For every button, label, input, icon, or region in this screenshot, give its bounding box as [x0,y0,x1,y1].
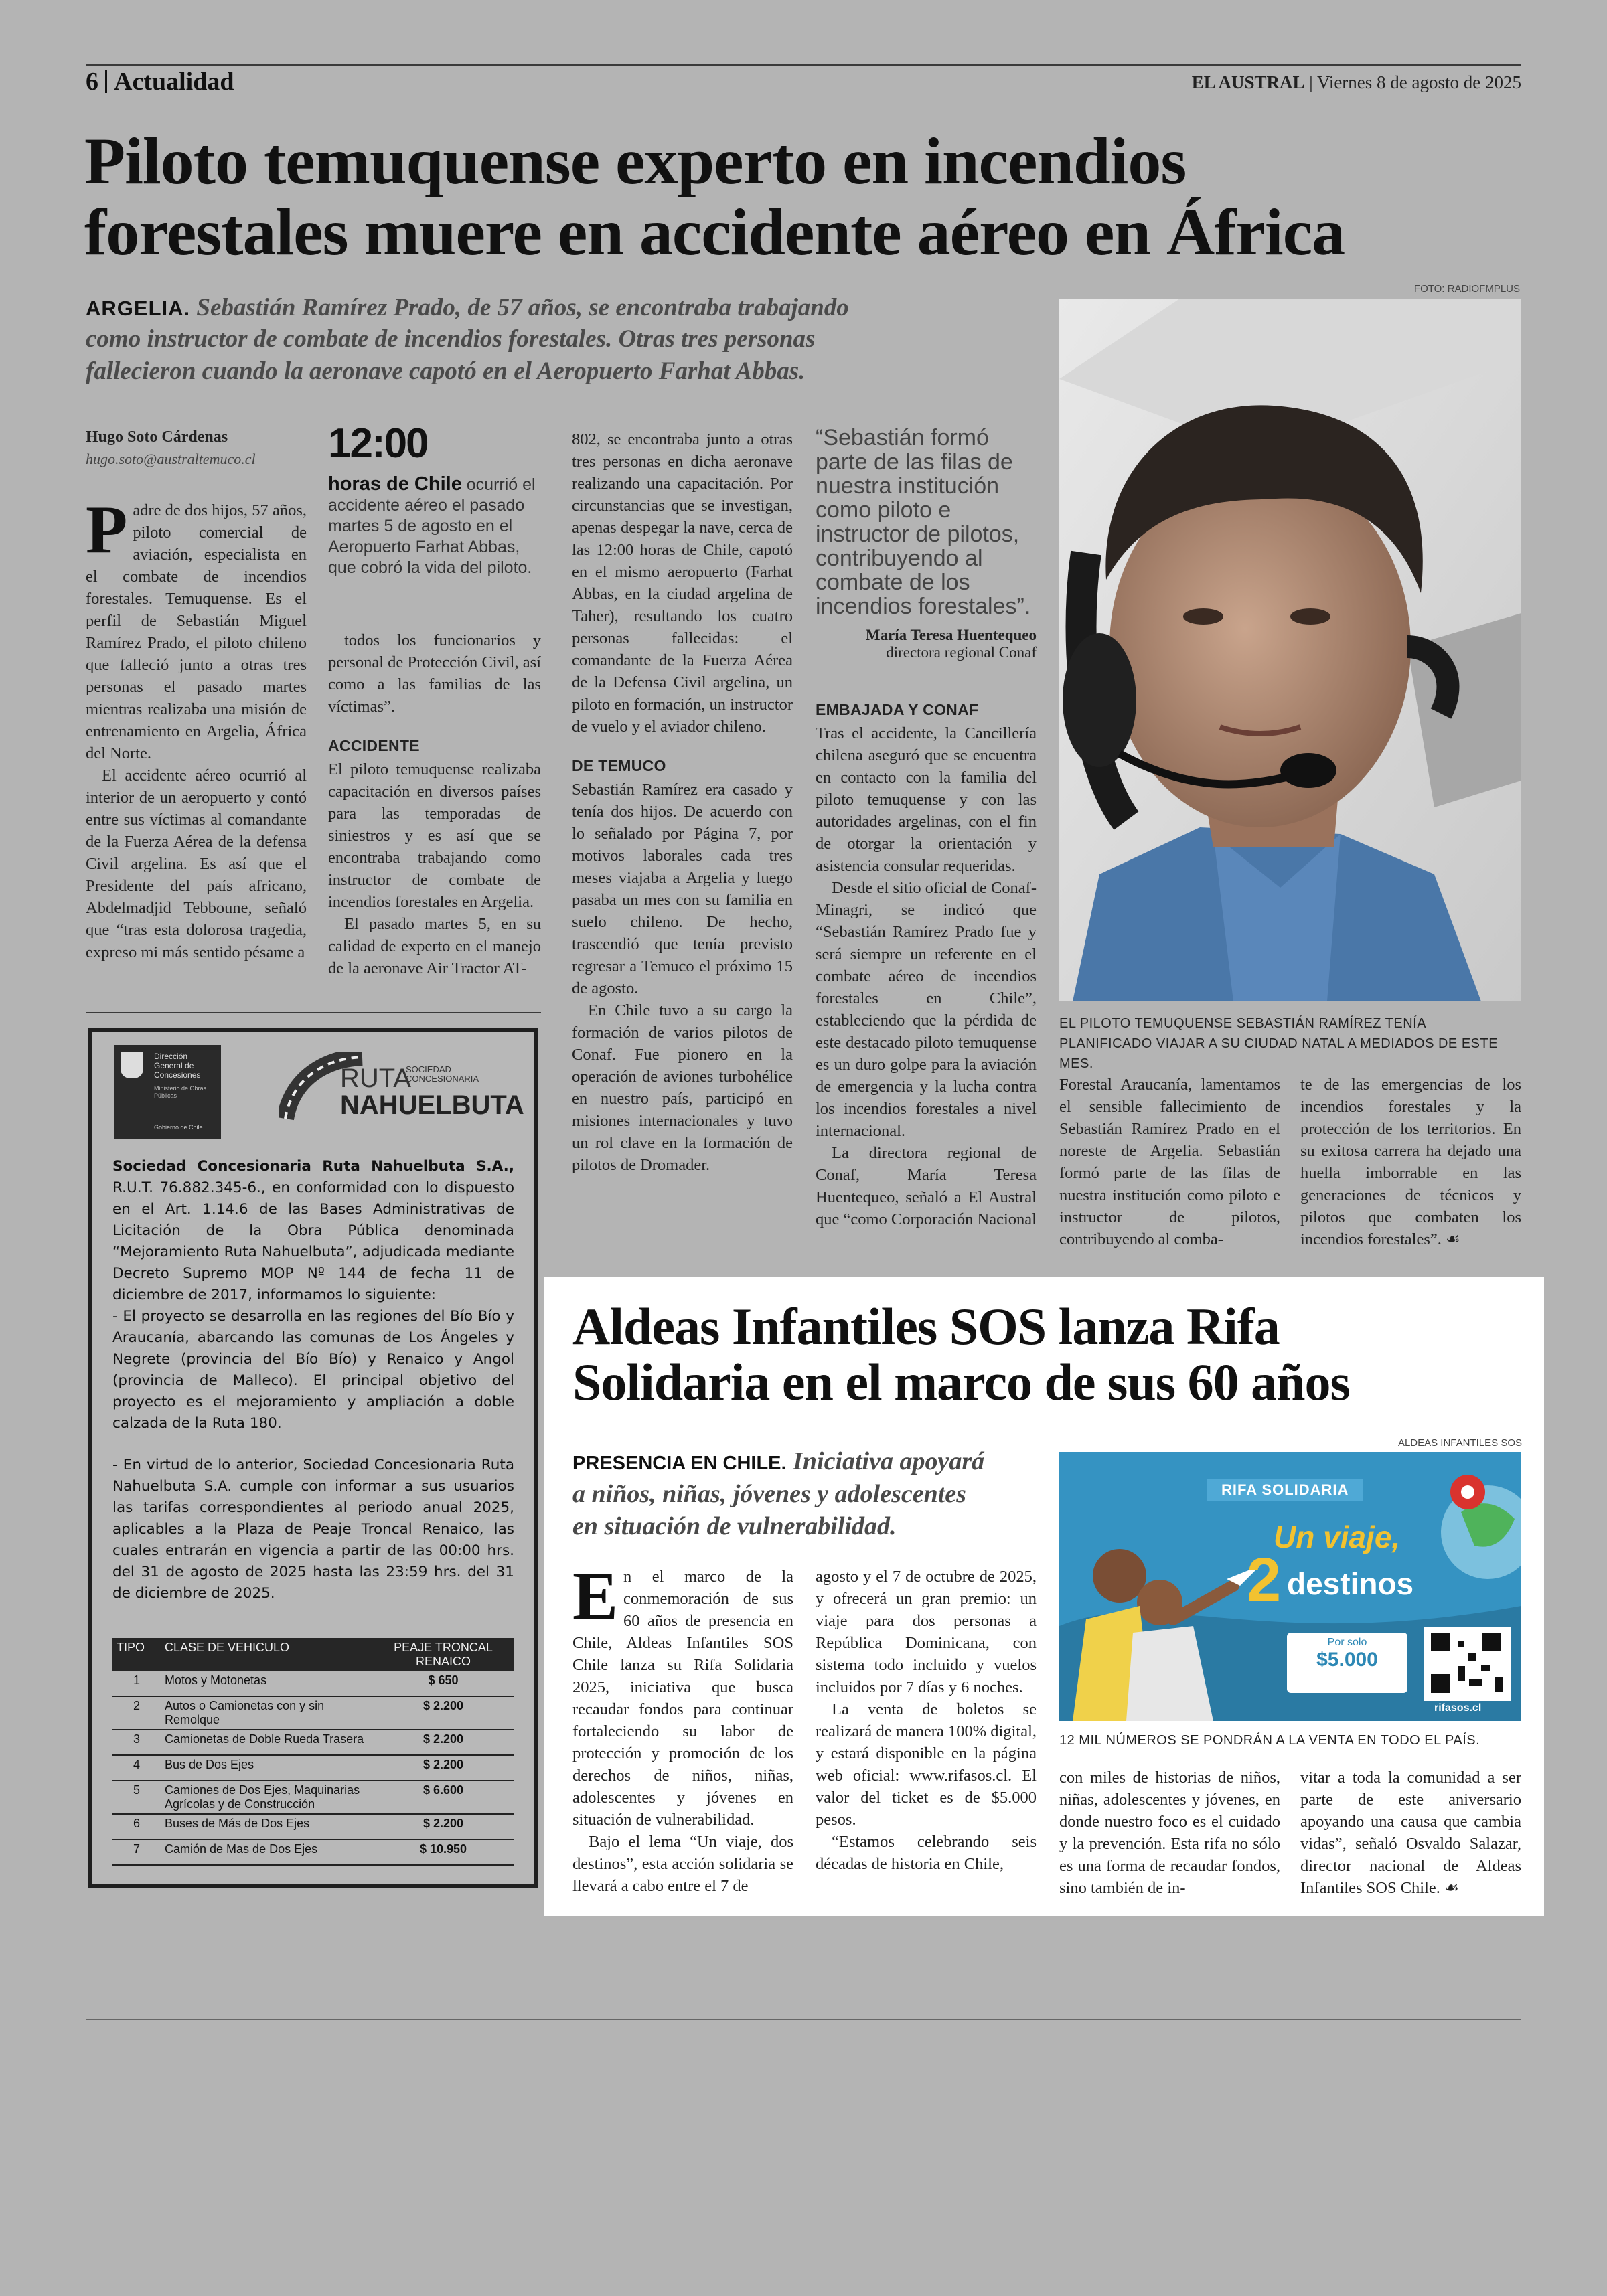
article2-dropcap: E [572,1558,619,1634]
article1-col5-p1: Forestal Araucanía, lamentamos el sensible fallecimiento de Sebastián Ramírez Prado en el noreste de Argelia. Sebastián formó parte de las filas de nuestra institución como piloto e instructor de pilotos, contribuyendo al comba- [1059,1076,1280,1248]
article2-col2-p2: La venta de boletos se realizará de manera 100% digital, y estará disponible en la página web oficial: www.rifasos.cl. El valor del ticket es de $5.000 pesos. [816,1700,1037,1829]
article1-lead [86,292,1037,387]
toll-price: $ 650 [372,1671,514,1696]
bottom-rule [86,2019,1521,2020]
subhead-accidente: ACCIDENTE [328,737,420,754]
toll-tipo: 7 [112,1839,161,1865]
page-section-header [86,67,234,96]
brand-ruta: RUTA [340,1064,411,1093]
toll-header-tipo: TIPO [112,1638,161,1671]
article1-col1-p1: adre de dos hijos, 57 años, piloto comercial de aviación, especialista en el combate de incendios forestales. Temuquense. Es el perfil de Sebastián Miguel Ramírez Prado, el piloto chileno que falleció junto a otras tres personas el pasado martes mientras realizaba una misión de entrenamiento en Argelia, África del Norte. [86,501,307,762]
brand-sociedad: SOCIEDAD CONCESIONARIA [406,1064,479,1084]
gov-footer: Gobierno de Chile [154,1124,203,1131]
pull-quote [816,426,1037,661]
pilot-photo [1059,299,1521,1001]
gov-shield-icon [121,1052,143,1078]
article2-lead-line2: a niños, niñas, jóvenes y adolescentes [572,1479,966,1508]
toll-price: $ 2.200 [372,1755,514,1781]
toll-price: $ 10.950 [372,1839,514,1865]
article1-column-4 [816,688,1037,1230]
article2-box [544,1277,1544,1916]
toll-header-clase: CLASE DE VEHICULO [161,1638,372,1671]
gov-logo [114,1045,221,1139]
subhead-de-temuco: DE TEMUCO [572,757,666,774]
issue-date: Viernes 8 de agosto de 2025 [1316,72,1521,92]
article1-column-2 [328,629,541,979]
toll-tipo: 4 [112,1755,161,1781]
article1-column-3 [572,428,793,1176]
toll-tipo: 2 [112,1696,161,1730]
toll-row [112,1781,514,1814]
key-figure-text: ocurrió el accidente aéreo el pasado martes 5 de agosto en el Aeropuerto Farhat Abbas, que cobró la vida del piloto. [328,475,536,577]
article2-lead [572,1445,1055,1543]
top-rule [86,64,1521,66]
masthead-info [1192,72,1521,93]
article2-headline [572,1299,1530,1410]
toll-tipo: 6 [112,1814,161,1839]
brand-nahuelbuta: NAHUELBUTA [340,1090,524,1120]
promo-caption: 12 MIL NÚMEROS SE PONDRÁN A LA VENTA EN TODO EL PAÍS. [1059,1733,1480,1748]
article1-col3-p3: En Chile tuvo a su cargo la formación de varios pilotos de Conaf. Fue pionero en la operación de aviones turbohélice en nuestro país, participó en misiones internacionales y tuvo un rol clave en la formación de pilotos de Dromader. [572,1001,793,1174]
toll-table [112,1638,514,1866]
key-figure-number: 12:00 [328,420,428,467]
raffle-promo-image [1059,1452,1521,1721]
article1-headline-line2: forestales muere en accidente aéreo en África [84,195,1345,269]
toll-row [112,1671,514,1696]
article1-headline [84,126,1524,268]
author-email[interactable]: hugo.soto@australtemuco.cl [86,450,256,467]
promo-price-box [1287,1633,1407,1693]
article1-col2-p3: El pasado martes 5, en su calidad de experto en el manejo de la aeronave Air Tractor AT- [328,915,541,977]
toll-row [112,1755,514,1781]
pull-quote-role: directora regional Conaf [886,644,1037,661]
toll-row [112,1730,514,1755]
toll-clase: Camionetas de Doble Rueda Trasera [161,1730,372,1755]
article1-col3-p2: Sebastián Ramírez era casado y tenía dos hijos. De acuerdo con lo señalado por Página 7, por motivos laborales cada tres meses viajaba a Argelia y luego pasaba un mes con su familia en suelo chileno. De hecho, trascendió que tenía previsto regresar a Temuco el próximo 15 de agosto. [572,781,793,997]
toll-header-peaje: PEAJE TRONCAL RENAICO [372,1638,514,1671]
pilot-photo-illustration [1059,299,1521,1001]
toll-clase: Camiones de Dos Ejes, Maquinarias Agrícolas y de Construcción [161,1781,372,1814]
header-divider-right: | [1309,72,1317,92]
ad-p1: R.U.T. 76.882.345-6., en conformidad con lo dispuesto en el Art. 1.14.6 de las Bases Administrativas de Licitación de la Obra Pública denominada “Mejoramiento Ruta Nahuelbuta”, adjudicada mediante Decreto Supremo MOP Nº 144 de fecha 11 de diciembre de 2017, informamos lo siguiente: [112,1179,514,1303]
page-number: 6 [86,68,98,96]
article1-column-6 [1300,1074,1521,1250]
paper-name: EL AUSTRAL [1191,72,1305,92]
toll-row [112,1696,514,1730]
ruta-nahuelbuta-logo [279,1052,524,1125]
subhead-embajada: EMBAJADA Y CONAF [816,701,979,718]
article1-end-mark: ☙ [1446,1230,1460,1248]
article2-col1-p1: n el marco de la conmemoración de sus 60 años de presencia en Chile, Aldeas Infantiles SOS Chile lanza su Rifa Solidaria 2025, iniciativa que busca recaudar fondos para continuar fortaleciendo su labor de protección y promoción de los derechos de niños, niñas, adolescentes y jóvenes en situación de vulnerabilidad. [572,1568,793,1829]
article2-column-4 [1300,1767,1521,1899]
toll-clase: Camión de Mas de Dos Ejes [161,1839,372,1865]
article1-col3-p1: 802, se encontraba junto a otras tres personas en dicha aeronave realizando una capacitación. Por circunstancias que se investigan, apenas despegar la nave, cerca de las 12:00 horas de Chile, capotó en el mismo aeropuerto (Farhat Abbas, en la ciudad argelina de Taher), resultando los cuatro personas fallecidas: el comandante de la Fuerza Aérea de la Defensa Civil argelina, un piloto en formación, un instructor de vuelo y el aviador chileno. [572,430,793,736]
article1-photo-credit: FOTO: RADIOFMPLUS [1413,283,1520,295]
header-divider [105,70,107,93]
toll-row [112,1814,514,1839]
pull-quote-author: María Teresa Huentequeo [865,627,1037,643]
section-name: Actualidad [114,68,234,96]
ad-p2: - El proyecto se desarrolla en las regiones del Bío Bío y Araucanía, abarcando las comunas de Los Ángeles y Negrete (provincia del Bío Bío) y Renaico y Angol (provincia de Malleco). El principal objetivo del proyecto es el mejoramiento y ampliación a doble calzada de la Ruta 180. [112,1308,514,1432]
article1-col4-p2: Desde el sitio oficial de Conaf-Minagri, se indicó que “Sebastián Ramírez Prado fue y será siempre un referente en el combate aéreo de incendios forestales en Chile”, estableciendo que la pérdida de este destacado piloto temuquense es un duro golpe para la aviación de emergencia y la lucha contra los incendios forestales a nivel internacional. [816,879,1037,1140]
gov-logo-text: Dirección General de Concesiones [154,1052,201,1080]
article2-column-3 [1059,1767,1280,1899]
promo-title-1: Un viaje, [1274,1520,1401,1554]
concession-ad [88,1028,538,1888]
article1-col2-p2: El piloto temuquense realizaba capacitación en diversos países para las temporadas de siniestros y es así que se encontraba trabajando como instructor de combate de incendios forestales en Argelia. [328,760,541,911]
article2-col2-p1: agosto y el 7 de octubre de 2025, y ofrecerá un gran premio: un viaje para dos personas a República Dominicana, con sistema todo incluido y vuelos incluidos por 7 días y 6 noches. [816,1568,1037,1696]
toll-clase: Motos y Motonetas [161,1671,372,1696]
toll-tipo: 3 [112,1730,161,1755]
toll-price: $ 2.200 [372,1696,514,1730]
pilot-photo-caption: EL PILOTO TEMUQUENSE SEBASTIÁN RAMÍREZ TENÍA PLANIFICADO VIAJAR A SU CIUDAD NATAL A MEDIADOS DE ESTE MES. [1059,1016,1499,1071]
article2-column-2 [816,1566,1037,1875]
article2-headline-line1: Aldeas Infantiles SOS lanza Rifa [572,1297,1280,1356]
promo-site[interactable]: rifasos.cl [1434,1702,1482,1714]
article1-column-5 [1059,1074,1280,1250]
toll-clase: Autos o Camionetas con y sin Remolque [161,1696,372,1730]
article1-col4-p3: La directora regional de Conaf, María Teresa Huentequeo, señaló a El Austral que “como Corporación Nacional [816,1144,1037,1228]
toll-price: $ 2.200 [372,1814,514,1839]
article2-col2-p3: “Estamos celebrando seis décadas de historia en Chile, [816,1833,1037,1873]
article1-col4-p1: Tras el accidente, la Cancillería chilena aseguró que se encuentra en contacto con la familia del piloto temuquense y con las autoridades argelinas, con el fin de otorgar la orientación y asistencia consular requeridas. [816,724,1037,875]
toll-clase: Buses de Más de Dos Ejes [161,1814,372,1839]
ad-body [112,1156,514,1605]
ad-top-rule [86,1012,541,1013]
article1-col2-p1: todos los funcionarios y personal de Protección Civil, así como a las familias de las víctimas”. [328,631,541,716]
article1-lead-line2: como instructor de combate de incendios forestales. Otras tres personas [86,325,816,353]
article1-dropcap: P [86,492,128,568]
author-name: Hugo Soto Cárdenas [86,428,228,446]
article2-col3-p1: con miles de historias de niños, niñas, adolescentes y jóvenes, en donde nuestro foco es el cuidado y la prevención. Esta rifa no sólo es una forma de recaudar fondos, sino también de in- [1059,1769,1280,1897]
article1-headline-line1: Piloto temuquense experto en incendios [84,124,1187,198]
byline [86,428,313,468]
toll-table-wrap [112,1638,514,1866]
ad-company-name: Sociedad Concesionaria Ruta Nahuelbuta S.A., [112,1158,514,1175]
article1-col1-p2: El accidente aéreo ocurrió al interior de un aeropuerto y contó entre sus víctimas al comandante de la Fuerza Aérea de la defensa Civil argelina. Es así que el Presidente del país africano, Abdelmadjid Tebboune, señaló que “tras esta dolorosa tragedia, expreso mi más sentido pésame a [86,766,307,961]
article2-lead-line3: en situación de vulnerabilidad. [572,1512,897,1541]
article1-column-1 [86,492,307,963]
key-figure-label: horas de Chile [328,473,462,495]
article1-col6-p1: te de las emergencias de los incendios forestales y la protección de los territorios. En su exitosa carrera ha dejado una huella imborrable en las generaciones de técnicos y pilotos que combaten los incendios forestales”. [1300,1076,1521,1248]
article2-photo-credit: ALDEAS INFANTILES SOS [1397,1437,1522,1449]
toll-price: $ 2.200 [372,1730,514,1755]
ad-p3: - En virtud de lo anterior, Sociedad Concesionaria Ruta Nahuelbuta S.A. cumple con informar a sus usuarios las tarifas correspondientes al periodo anual 2025, aplicables a la Plaza de Peaje Troncal Renaico, las cuales entrarán en vigencia a partir de las 00:00 hrs. del 31 de agosto de 2025 hasta las 23:59 hrs. del 31 de diciembre de 2025. [112,1457,514,1602]
toll-clase: Bus de Dos Ejes [161,1755,372,1781]
gov-logo-sub: Ministerio de Obras Públicas [154,1085,207,1099]
toll-row [112,1839,514,1865]
article2-lead-part1: Iniciativa apoyará [793,1447,985,1475]
toll-price: $ 6.600 [372,1781,514,1814]
article2-kicker: PRESENCIA EN CHILE. [572,1453,787,1474]
article2-headline-line2: Solidaria en el marco de sus 60 años [572,1352,1350,1411]
promo-number: 2 [1247,1546,1282,1614]
article2-column-1 [572,1558,793,1897]
toll-tipo: 1 [112,1671,161,1696]
promo-badge: RIFA SOLIDARIA [1207,1479,1363,1501]
article2-col4-p1: vitar a toda la comunidad a ser parte de este aniversario apoyando una causa que cambia vidas”, señaló Osvaldo Salazar, director nacional de Aldeas Infantiles SOS Chile. [1300,1769,1521,1897]
promo-title-2: destinos [1287,1566,1414,1601]
promo-price-label: Por solo [1327,1637,1367,1648]
toll-tipo: 5 [112,1781,161,1814]
article1-lead-line3: fallecieron cuando la aeronave capotó en el Aeropuerto Farhat Abbas. [86,357,806,385]
article2-end-mark: ☙ [1444,1879,1460,1897]
key-figure-box [328,420,542,578]
article1-lead-line1: Sebastián Ramírez Prado, de 57 años, se encontraba trabajando [196,294,849,321]
promo-price: $5.000 [1316,1649,1378,1671]
article2-col1-p2: Bajo el lema “Un viaje, dos destinos”, esta acción solidaria se llevará a cabo entre el 7 de [572,1833,793,1895]
article1-kicker: ARGELIA. [86,297,191,320]
pull-quote-text: “Sebastián formó parte de las filas de nuestra institución como piloto e instructor de pilotos, contribuyendo al combate de los incendios forestales”. [816,425,1031,619]
